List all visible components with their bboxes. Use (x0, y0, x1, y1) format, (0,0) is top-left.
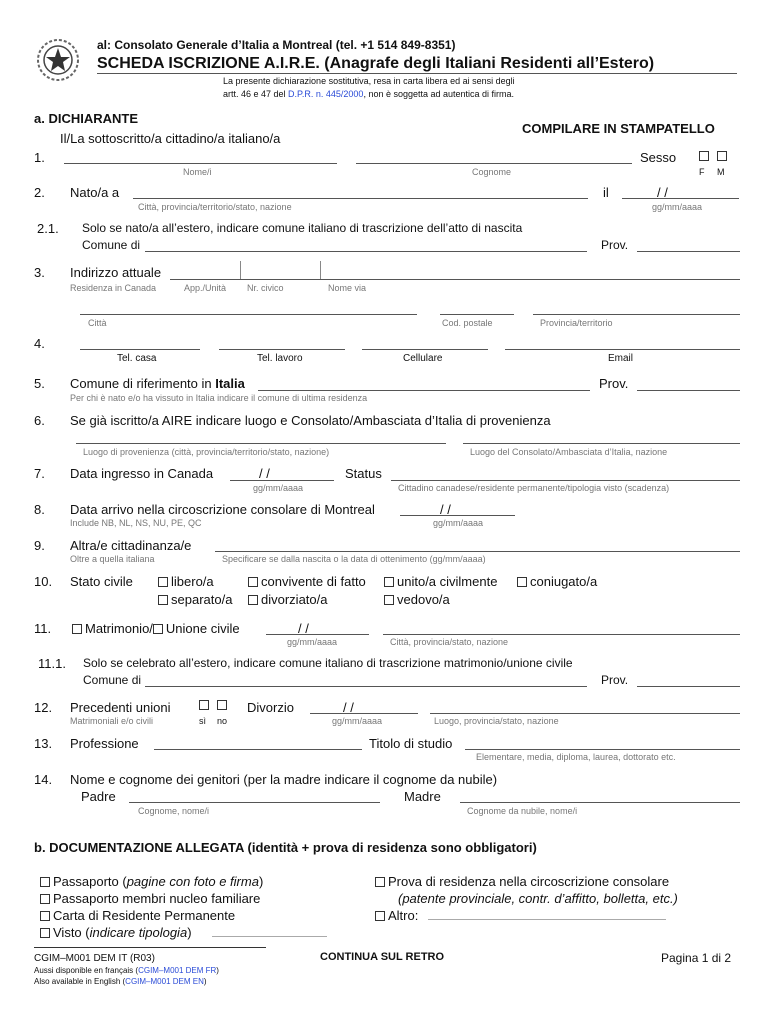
cittadinanza-hint: Oltre a quella italiana (70, 554, 155, 564)
row-number: 2. (34, 185, 45, 200)
option-vedovo[interactable]: vedovo/a (384, 592, 450, 607)
row-number: 3. (34, 265, 45, 280)
row-number: 14. (34, 772, 53, 787)
row-number: 1. (34, 150, 45, 165)
checkbox-icon[interactable] (384, 577, 394, 587)
stato-civile-label: Stato civile (70, 574, 133, 589)
sesso-m-checkbox[interactable] (717, 151, 727, 161)
precedenti-si-checkbox[interactable] (199, 700, 209, 710)
cittadinanza-field[interactable] (215, 551, 740, 552)
il-label: il (603, 185, 609, 200)
titolo-studio-field[interactable] (465, 749, 740, 750)
precedenti-unioni-label: Precedenti unioni (70, 700, 171, 715)
tel-lavoro-field[interactable] (219, 349, 345, 350)
precedenti-hint: Matrimoniali e/o civili (70, 716, 154, 726)
comune-riferimento-label: Comune di riferimento in Italia (70, 376, 245, 391)
title-underline (97, 73, 737, 74)
visto-tipologia-field[interactable] (212, 936, 327, 937)
sesso-f-checkbox[interactable] (699, 151, 709, 161)
date-hint: gg/mm/aaaa (287, 637, 338, 647)
provincia-field[interactable] (533, 314, 740, 315)
checkbox-icon[interactable] (40, 877, 50, 887)
nome-field[interactable] (64, 163, 337, 164)
date-separators: / / (440, 502, 451, 517)
consolato-provenienza-hint: Luogo del Consolato/Ambasciata d’Italia, nazione (470, 447, 668, 457)
row-number: 9. (34, 538, 45, 553)
declarant-subtitle: Il/La sottoscritto/a cittadino/a italiano/a (60, 131, 281, 146)
matrimonio-unione-options[interactable]: Matrimonio/ Unione civile (72, 621, 240, 636)
data-ingresso-label: Data ingresso in Canada (70, 466, 214, 481)
checkbox-icon[interactable] (153, 624, 163, 634)
checkbox-icon[interactable] (384, 595, 394, 605)
english-version-note: Also available in English (CGIM–M001 DEM EN) (34, 977, 207, 986)
indirizzo-field[interactable] (170, 279, 740, 280)
nato-label: Nato/a a (70, 185, 120, 200)
option-coniugato[interactable]: coniugato/a (517, 574, 597, 589)
french-version-note: Aussi disponible en français (CGIM–M001 DEM FR) (34, 966, 219, 975)
citta-hint: Città (88, 318, 107, 328)
footer-divider (34, 947, 266, 948)
divorzio-label: Divorzio (247, 700, 294, 715)
checkbox-icon[interactable] (72, 624, 82, 634)
italian-republic-emblem (34, 36, 82, 84)
row-number: 11.1. (38, 656, 66, 671)
comune-matrimonio-field[interactable] (145, 686, 587, 687)
padre-hint: Cognome, nome/i (138, 806, 210, 816)
titolo-studio-hint: Elementare, media, diploma, laurea, dottorato etc. (476, 752, 676, 762)
consolato-provenienza-field[interactable] (463, 443, 740, 444)
citta-field[interactable] (80, 314, 417, 315)
checkbox-icon[interactable] (158, 577, 168, 587)
checkbox-icon[interactable] (40, 928, 50, 938)
data-arrivo-label: Data arrivo nella circoscrizione consolare di Montreal (70, 502, 375, 517)
english-version-link[interactable]: CGIM–M001 DEM EN (125, 977, 204, 986)
option-unito[interactable]: unito/a civilmente (384, 574, 497, 589)
checkbox-icon[interactable] (40, 911, 50, 921)
checkbox-icon[interactable] (248, 577, 258, 587)
divider (320, 261, 321, 279)
cellulare-field[interactable] (362, 349, 488, 350)
tel-casa-field[interactable] (80, 349, 200, 350)
si-label: sì (199, 716, 207, 726)
date-hint: gg/mm/aaaa (253, 483, 304, 493)
residenza-hint: Residenza in Canada (70, 283, 157, 293)
luogo-divorzio-hint: Luogo, provincia/stato, nazione (434, 716, 559, 726)
doc-passaporto[interactable]: Passaporto (pagine con foto e firma) (40, 874, 263, 889)
status-field[interactable] (391, 480, 740, 481)
checkbox-icon[interactable] (375, 911, 385, 921)
data-divorzio-field[interactable] (310, 713, 418, 714)
no-label: no (217, 716, 228, 726)
genitori-label: Nome e cognome dei genitori (per la madre indicare il cognome da nubile) (70, 772, 498, 787)
sesso-label: Sesso (640, 150, 677, 165)
row-number: 8. (34, 502, 45, 517)
row-number: 4. (34, 336, 45, 351)
dpr-link[interactable]: D.P.R. n. 445/2000 (288, 89, 364, 99)
date-hint: gg/mm/aaaa (433, 518, 484, 528)
cognome-hint: Cognome (472, 167, 512, 177)
sesso-m-label: M (717, 167, 725, 177)
prov-label: Prov. (601, 673, 629, 687)
prova-residenza-examples: (patente provinciale, contr. d’affitto, bolletta, etc.) (398, 891, 678, 906)
intro-line-1: La presente dichiarazione sostitutiva, resa in carta libera ed ai sensi degli (223, 76, 515, 86)
prov-matrimonio-field[interactable] (637, 686, 740, 687)
french-version-link[interactable]: CGIM–M001 DEM FR (138, 966, 217, 975)
checkbox-icon[interactable] (158, 595, 168, 605)
prov-label: Prov. (599, 376, 629, 391)
checkbox-icon[interactable] (517, 577, 527, 587)
form-code: CGIM–M001 DEM IT (R03) (34, 953, 155, 964)
birth-date-hint: gg/mm/aaaa (652, 202, 703, 212)
provincia-hint: Provincia/territorio (540, 318, 613, 328)
madre-hint: Cognome da nubile, nome/i (467, 806, 578, 816)
date-separators: / / (298, 621, 309, 636)
option-convivente[interactable]: convivente di fatto (248, 574, 366, 589)
data-matrimonio-field[interactable] (266, 634, 369, 635)
luogo-provenienza-hint: Luogo di provenienza (città, provincia/territorio/stato, nazione) (83, 447, 330, 457)
row-number: 12. (34, 700, 53, 715)
doc-carta-residente[interactable]: Carta di Residente Permanente (40, 908, 235, 923)
comune-riferimento-hint: Per chi è nato e/o ha vissuto in Italia indicare il comune di ultima residenza (70, 393, 368, 403)
status-hint: Cittadino canadese/residente permanente/tipologia visto (scadenza) (398, 483, 670, 493)
app-hint: App./Unità (184, 283, 227, 293)
intro-line-2: artt. 46 e 47 del D.P.R. n. 445/2000, non è soggetta ad autentica di firma. (223, 89, 515, 99)
comune-label: Comune di (83, 673, 142, 687)
professione-field[interactable] (154, 749, 362, 750)
cellulare-label: Cellulare (403, 353, 443, 364)
row-number: 10. (34, 574, 53, 589)
padre-label: Padre (81, 789, 116, 804)
addressee-line: al: Consolato Generale d’Italia a Montreal (tel. +1 514 849-8351) (97, 38, 456, 52)
row-number: 13. (34, 736, 53, 751)
professione-label: Professione (70, 736, 139, 751)
madre-label: Madre (404, 789, 441, 804)
cittadinanza-label: Altra/e cittadinanza/e (70, 538, 192, 553)
stampatello-note: COMPILARE IN STAMPATELLO (522, 121, 715, 136)
data-arrivo-field[interactable] (400, 515, 515, 516)
prov-label: Prov. (601, 238, 629, 252)
status-label: Status (345, 466, 382, 481)
section-b-title: b. DOCUMENTAZIONE ALLEGATA (identità + prova di residenza sono obbligatori) (34, 840, 537, 855)
checkbox-icon[interactable] (248, 595, 258, 605)
aire-precedente-label: Se già iscritto/a AIRE indicare luogo e Consolato/Ambasciata d’Italia di provenienza (70, 413, 551, 428)
row-number: 6. (34, 413, 45, 428)
comune-riferimento-field[interactable] (258, 390, 590, 391)
doc-prova-residenza[interactable]: Prova di residenza nella circoscrizione consolare (375, 874, 669, 889)
luogo-divorzio-field[interactable] (430, 713, 740, 714)
titolo-studio-label: Titolo di studio (369, 736, 453, 751)
date-hint: gg/mm/aaaa (332, 716, 383, 726)
email-field[interactable] (505, 349, 740, 350)
sesso-f-label: F (699, 167, 705, 177)
cap-field[interactable] (440, 314, 514, 315)
luogo-matrimonio-hint: Città, provincia/stato, nazione (390, 637, 509, 647)
option-divorziato[interactable]: divorziato/a (248, 592, 327, 607)
prov-riferimento-field[interactable] (637, 390, 740, 391)
tel-lavoro-label: Tel. lavoro (257, 353, 303, 364)
date-separators: / / (343, 700, 354, 715)
cap-hint: Cod. postale (442, 318, 493, 328)
trascrizione-nascita-label: Solo se nato/a all’estero, indicare comune italiano di trascrizione dell’atto di nascita (82, 221, 523, 235)
doc-passaporto-membri[interactable]: Passaporto membri nucleo familiare (40, 891, 260, 906)
precedenti-no-checkbox[interactable] (217, 700, 227, 710)
luogo-matrimonio-field[interactable] (383, 634, 740, 635)
option-separato[interactable]: separato/a (158, 592, 232, 607)
data-ingresso-field[interactable] (230, 480, 334, 481)
tel-casa-label: Tel. casa (117, 353, 157, 364)
row-number: 11. (34, 621, 52, 636)
divider (240, 261, 241, 279)
page-title: SCHEDA ISCRIZIONE A.I.R.E. (Anagrafe degli Italiani Residenti all’Estero) (97, 55, 655, 72)
nato-field[interactable] (133, 198, 588, 199)
checkbox-icon[interactable] (40, 894, 50, 904)
option-libero[interactable]: libero/a (158, 574, 214, 589)
indirizzo-label: Indirizzo attuale (70, 265, 162, 280)
row-number: 2.1. (37, 221, 59, 236)
doc-altro[interactable]: Altro: (375, 908, 418, 923)
comune-label: Comune di (82, 238, 141, 252)
checkbox-icon[interactable] (375, 877, 385, 887)
page-number: Pagina 1 di 2 (661, 951, 732, 965)
trascrizione-matrimonio-label: Solo se celebrato all’estero, indicare comune italiano di trascrizione matrimonio/unione civile (83, 656, 573, 670)
section-a-title: a. DICHIARANTE (34, 111, 139, 126)
madre-field[interactable] (460, 802, 740, 803)
comune-nascita-field[interactable] (145, 251, 587, 252)
nome-hint: Nome/i (183, 167, 212, 177)
luogo-provenienza-field[interactable] (76, 443, 446, 444)
email-label: Email (608, 353, 634, 364)
row-number: 7. (34, 466, 45, 481)
civico-hint: Nr. civico (247, 283, 284, 293)
row-number: 5. (34, 376, 45, 391)
doc-visto[interactable]: Visto (indicare tipologia) (40, 925, 192, 940)
padre-field[interactable] (129, 802, 380, 803)
via-hint: Nome via (328, 283, 367, 293)
cognome-field[interactable] (356, 163, 632, 164)
prov-nascita-field[interactable] (637, 251, 740, 252)
altro-field[interactable] (428, 919, 666, 920)
date-separators: / / (259, 466, 270, 481)
birth-date-separators: / / (657, 185, 668, 200)
birth-date-field[interactable] (622, 198, 739, 199)
nato-hint: Città, provincia/territorio/stato, nazione (138, 202, 292, 212)
circoscrizione-hint: Include NB, NL, NS, NU, PE, QC (70, 518, 202, 528)
continua-retro: CONTINUA SUL RETRO (320, 951, 445, 963)
cittadinanza-hint-2: Specificare se dalla nascita o la data di ottenimento (gg/mm/aaaa) (222, 554, 486, 564)
